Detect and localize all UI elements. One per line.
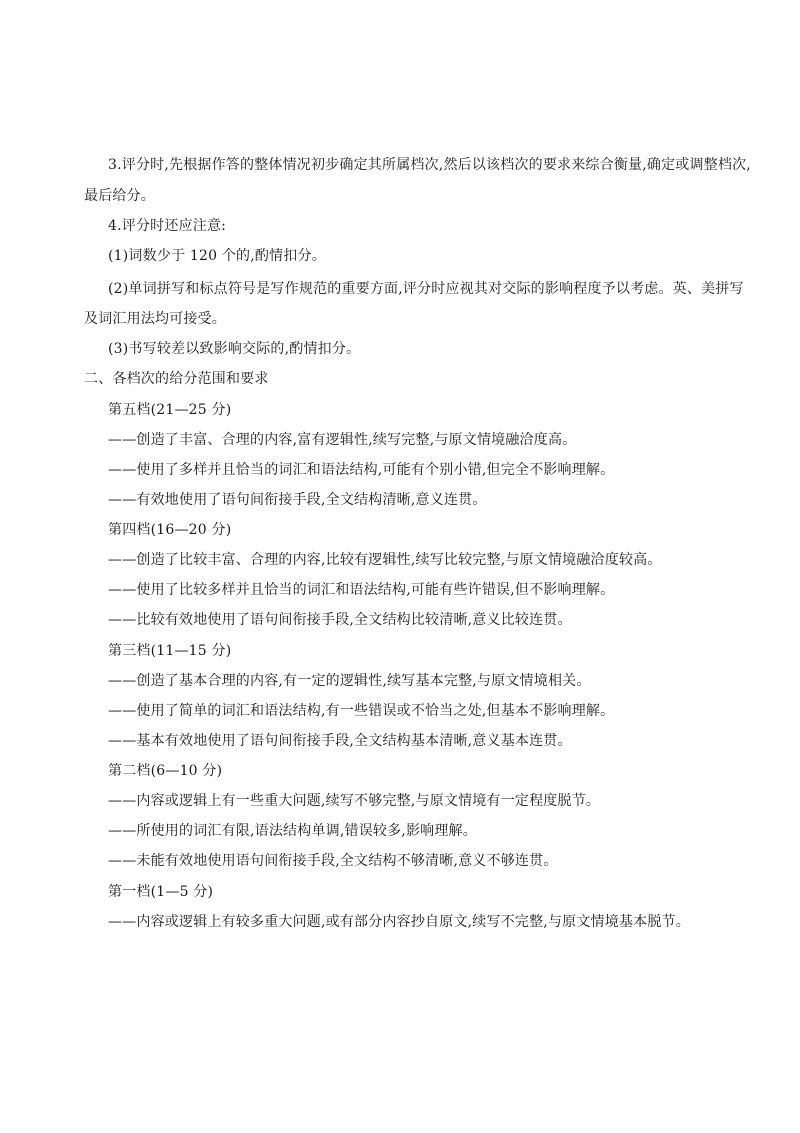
level-4-item-1: ——创造了比较丰富、合理的内容,比较有逻辑性,续写比较完整,与原文情境融洽度较高。 bbox=[108, 552, 662, 568]
level-2-title: 第二档(6—10 分) bbox=[108, 763, 223, 779]
level-5-title: 第五档(21—25 分) bbox=[108, 402, 232, 418]
rule-note-2-line-2: 及词汇用法均可接受。 bbox=[84, 311, 226, 327]
level-4-item-2: ——使用了比较多样并且恰当的词汇和语法结构,可能有些许错误,但不影响理解。 bbox=[108, 582, 615, 598]
section-title: 二、各档次的给分范围和要求 bbox=[84, 371, 269, 387]
level-2-item-3: ——未能有效地使用语句间衔接手段,全文结构不够清晰,意义不够连贯。 bbox=[108, 853, 558, 869]
rule-note-3: (3)书写较差以致影响交际的,酌情扣分。 bbox=[108, 341, 361, 357]
level-2-item-2: ——所使用的词汇有限,语法结构单调,错误较多,影响理解。 bbox=[108, 823, 477, 839]
level-5-item-3: ——有效地使用了语句间衔接手段,全文结构清晰,意义连贯。 bbox=[108, 492, 487, 508]
level-3-item-2: ——使用了简单的词汇和语法结构,有一些错误或不恰当之处,但基本不影响理解。 bbox=[108, 703, 615, 719]
level-5-item-1: ——创造了丰富、合理的内容,富有逻辑性,续写完整,与原文情境融洽度高。 bbox=[108, 432, 577, 448]
level-4-item-3: ——比较有效地使用了语句间衔接手段,全文结构比较清晰,意义比较连贯。 bbox=[108, 612, 572, 628]
rule-note-2-line-1: (2)单词拼写和标点符号是写作规范的重要方面,评分时应视其对交际的影响程度予以考虑。英、美拼写 bbox=[108, 281, 744, 297]
rule-item-3-line-1: 3.评分时,先根据作答的整体情况初步确定其所属档次,然后以该档次的要求来综合衡量,确定或调整档次, bbox=[108, 157, 751, 173]
level-3-item-3: ——基本有效地使用了语句间衔接手段,全文结构基本清晰,意义基本连贯。 bbox=[108, 733, 572, 749]
level-5-item-2: ——使用了多样并且恰当的词汇和语法结构,可能有个别小错,但完全不影响理解。 bbox=[108, 462, 615, 478]
level-4-title: 第四档(16—20 分) bbox=[108, 522, 232, 538]
rule-note-1: (1)词数少于 120 个的,酌情扣分。 bbox=[108, 248, 326, 264]
rule-item-3-line-2: 最后给分。 bbox=[84, 188, 155, 204]
level-3-title: 第三档(11—15 分) bbox=[108, 643, 232, 659]
rule-item-4: 4.评分时还应注意: bbox=[108, 218, 227, 234]
level-1-item-1: ——内容或逻辑上有较多重大问题,或有部分内容抄自原文,续写不完整,与原文情境基本脱节。 bbox=[108, 914, 690, 930]
level-3-item-1: ——创造了基本合理的内容,有一定的逻辑性,续写基本完整,与原文情境相关。 bbox=[108, 673, 591, 689]
level-1-title: 第一档(1—5 分) bbox=[108, 884, 214, 900]
level-2-item-1: ——内容或逻辑上有一些重大问题,续写不够完整,与原文情境有一定程度脱节。 bbox=[108, 793, 601, 809]
